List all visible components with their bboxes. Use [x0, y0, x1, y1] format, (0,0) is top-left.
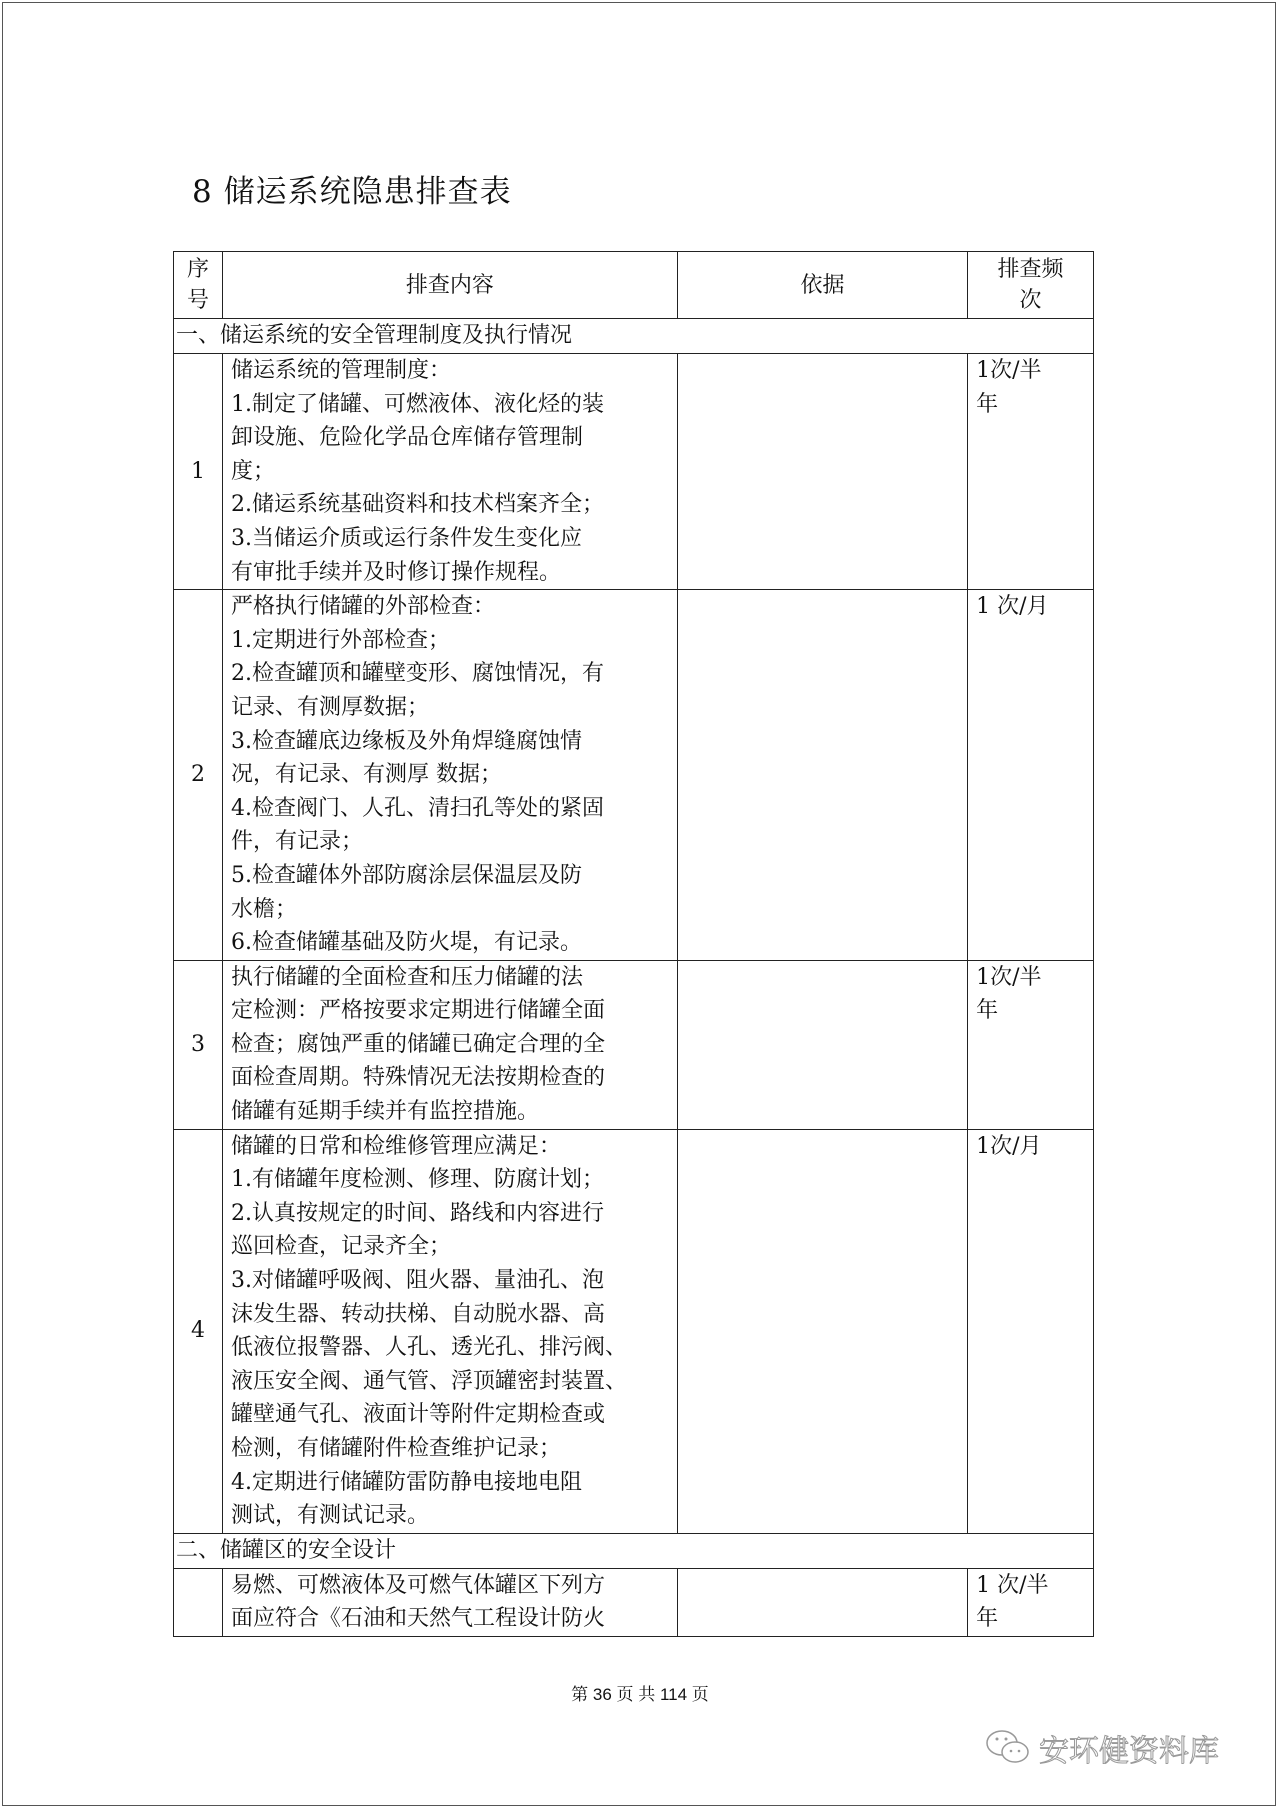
text-line: 面应符合《石油和天然气工程设计防火: [230, 1606, 605, 1632]
text-line: 储运系统的管理制度：: [230, 358, 451, 383]
text-line: 记录、有测厚数据；: [230, 694, 429, 720]
text-line: 6.检查储罐基础及防火堤，有记录。: [230, 930, 582, 956]
text-line: 执行储罐的全面检查和压力储罐的法: [230, 964, 583, 990]
table-row: [174, 354, 1094, 590]
text-line: 3.当储运介质或运行条件发生变化应: [230, 525, 582, 551]
text-line: 3.检查罐底边缘板及外角焊缝腐蚀情: [230, 728, 582, 754]
row-basis: [677, 1568, 967, 1636]
text-line: 件，有记录；: [230, 829, 363, 855]
row-content: [222, 1129, 677, 1533]
row-content: [222, 1568, 677, 1636]
text-line: 测试，有测试记录。: [230, 1503, 429, 1529]
text-line: 沫发生器、转动扶梯、自动脱水器、高: [230, 1301, 605, 1327]
text-line: 面检查周期。特殊情况无法按期检查的: [230, 1065, 605, 1091]
text-line: 1.定期进行外部检查；: [230, 627, 450, 653]
row-basis: [677, 1129, 967, 1533]
text-line: 4.定期进行储罐防雷防静电接地电阻: [230, 1469, 582, 1495]
header-frequency: 排查频 次: [968, 252, 1094, 319]
row-no: 2: [174, 590, 223, 961]
text-line: 年: [976, 998, 999, 1024]
row-basis: [677, 960, 967, 1129]
row-basis: [677, 354, 967, 590]
text-line: 巡回检查，记录齐全；: [230, 1234, 451, 1260]
row-content: [222, 354, 677, 590]
row-frequency: [968, 354, 1094, 590]
row-no: [174, 1568, 223, 1636]
header-content: 排查内容: [222, 252, 677, 319]
row-no: 3: [174, 960, 223, 1129]
row-content: [222, 590, 677, 961]
row-frequency: [968, 590, 1094, 961]
text-line: 4.检查阀门、人孔、清扫孔等处的紧固: [230, 795, 604, 821]
table-row: [174, 960, 1094, 1129]
section-row: [174, 1533, 1094, 1568]
text-line: 3.对储罐呼吸阀、阻火器、量油孔、泡: [230, 1268, 604, 1294]
page-number: 第 36 页 共 114 页: [571, 1685, 709, 1704]
table-header-row: [174, 252, 1094, 319]
text-line: 度；: [230, 458, 275, 484]
table-row: [174, 590, 1094, 961]
text-line: 储罐的日常和检维修管理应满足：: [230, 1133, 561, 1159]
text-line: 严格执行储罐的外部检查：: [230, 594, 495, 620]
watermark: [985, 1726, 1219, 1770]
row-frequency: [968, 1129, 1094, 1533]
text-line: 易燃、可燃液体及可燃气体罐区下列方: [230, 1572, 605, 1598]
text-line: 低液位报警器、人孔、透光孔、排污阀、: [230, 1335, 627, 1361]
text-line: 2.认真按规定的时间、路线和内容进行: [230, 1200, 604, 1226]
table-row: [174, 1129, 1094, 1533]
text-line: 有审批手续并及时修订操作规程。: [230, 559, 561, 585]
text-line: 5.检查罐体外部防腐涂层保温层及防: [230, 862, 582, 888]
table-row: [174, 1568, 1094, 1636]
row-no: 4: [174, 1129, 223, 1533]
text-line: 液压安全阀、通气管、浮顶罐密封装置、: [230, 1368, 627, 1394]
text-line: 1.制定了储罐、可燃液体、液化烃的装: [230, 391, 604, 417]
page-title: 8 储运系统隐患排查表: [192, 174, 512, 210]
text-line: 罐壁通气孔、液面计等附件定期检查或: [230, 1402, 605, 1428]
header-no: 序 号: [174, 252, 223, 319]
row-content: [222, 960, 677, 1129]
text-line: 1.有储罐年度检测、修理、防腐计划；: [230, 1167, 604, 1193]
text-line: 水檐；: [230, 896, 297, 922]
text-line: 1次/半: [976, 964, 1042, 990]
header-basis: 依据: [677, 252, 967, 319]
text-line: 年: [976, 391, 999, 417]
text-line: 检查；腐蚀严重的储罐已确定合理的全: [230, 1031, 605, 1057]
section-title: 二、储罐区的安全设计: [174, 1533, 1094, 1568]
text-line: 1 次/月: [976, 594, 1049, 620]
row-frequency: [968, 1568, 1094, 1636]
row-frequency: [968, 960, 1094, 1129]
text-line: 检测，有储罐附件检查维护记录；: [230, 1436, 561, 1461]
text-line: 储罐有延期手续并有监控措施。: [230, 1099, 539, 1125]
text-line: 2.储运系统基础资料和技术档案齐全；: [230, 492, 604, 518]
row-basis: [677, 590, 967, 961]
text-line: 况，有记录、有测厚 数据；: [230, 762, 502, 788]
row-no: 1: [174, 354, 223, 590]
section-row: [174, 319, 1094, 354]
inspection-table: [173, 251, 1094, 1637]
text-line: 卸设施、危险化学品仓库储存管理制: [230, 425, 583, 451]
text-line: 1次/月: [976, 1133, 1042, 1159]
wechat-icon: [985, 1728, 1031, 1768]
text-line: 1次/半: [976, 358, 1042, 383]
text-line: 年: [976, 1606, 999, 1632]
watermark-text: 安环健资料库: [1039, 1734, 1219, 1769]
section-title: 一、储运系统的安全管理制度及执行情况: [174, 319, 1094, 354]
text-line: 定检测：严格按要求定期进行储罐全面: [230, 998, 605, 1024]
text-line: 2.检查罐顶和罐壁变形、腐蚀情况，有: [230, 661, 604, 687]
text-line: 1 次/半: [976, 1572, 1049, 1598]
